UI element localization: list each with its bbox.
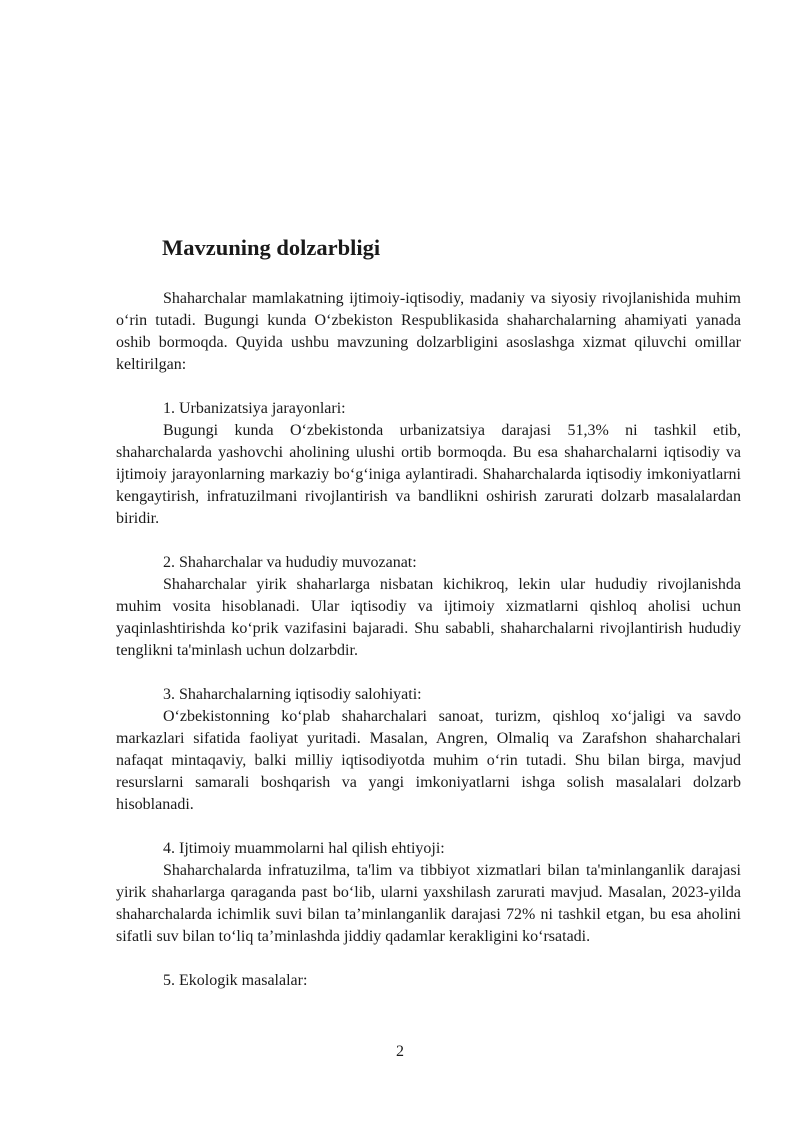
list-item-heading: 4. Ijtimoiy muammolarni hal qilish ehtiyoji: [163, 840, 445, 857]
list-item-body: Oʻzbekistonning koʻplab shaharchalari sanoat, turizm, qishloq xoʻjaligi va savdo markazlari sifatida faoliyat yuritadi. Masalan, Angren, Olmaliq va Zarafshon shaharchalari nafaqat mintaqaviy, balki milliy iqtisodiyotda muhim oʻrin tutadi. Shu bilan birga, mavjud resurslarni samarali boshqarish va yangi imkoniyatlarni ishga solish masalalari dolzarb hisoblanadi. [116, 708, 741, 813]
list-item-urbanization [116, 398, 741, 530]
list-item-body: Shaharchalarda infratuzilma, ta'lim va tibbiyot xizmatlari bilan ta'minlanganlik darajasi yirik shaharlarga qaraganda past boʻlib, ularni yaxshilash zarurati mavjud. Masalan, 2023-yilda shaharchalarda ichimlik suvi bilan ta’minlanganlik darajasi 72% ni tashkil etgan, bu esa aholini sifatli suv bilan toʻliq ta’minlashda jiddiy qadamlar kerakligini koʻrsatadi. [116, 862, 741, 945]
list-item-heading: 3. Shaharchalarning iqtisodiy salohiyati: [163, 686, 422, 703]
list-item-heading: 1. Urbanizatsiya jarayonlari: [163, 400, 346, 417]
list-item-heading: 2. Shaharchalar va hududiy muvozanat: [163, 554, 417, 571]
list-item-body: Bugungi kunda Oʻzbekistonda urbanizatsiya darajasi 51,3% ni tashkil etib, shaharchalarda yashovchi aholining ulushi ortib bormoqda. Bu esa shaharchalarni iqtisodiy va ijtimoiy jarayonlarning markaziy boʻgʻiniga aylantiradi. Shaharchalarda iqtisodiy imkoniyatlarni kengaytirish, infratuzilmani rivojlantirish va bandlikni oshirish zarurati dolzarb masalalardan biridir. [116, 422, 741, 527]
section-title: Mavzuning dolzarbligi [162, 235, 381, 260]
list-item-social-problems [116, 838, 741, 948]
list-item-body: Shaharchalar yirik shaharlarga nisbatan kichikroq, lekin ular hududiy rivojlanishda muhim vosita hisoblanadi. Ular iqtisodiy va ijtimoiy xizmatlarni qishloq aholisi uchun yaqinlashtirishda koʻprik vazifasini bajaradi. Shu sababli, shaharchalarni rivojlantirish hududiy tenglikni ta'minlash uchun dolzarbdir. [116, 576, 741, 659]
document-body [116, 288, 741, 992]
list-item-regional-balance [116, 552, 741, 662]
page-number: 2 [396, 1043, 404, 1060]
list-item-heading: 5. Ekologik masalalar: [163, 972, 308, 989]
list-item-ecological-issues [116, 970, 741, 992]
intro-paragraph: Shaharchalar mamlakatning ijtimoiy-iqtisodiy, madaniy va siyosiy rivojlanishida muhim oʻrin tutadi. Bugungi kunda Oʻzbekiston Respublikasida shaharchalarning ahamiyati yanada oshib bormoqda. Quyida ushbu mavzuning dolzarbligini asoslashga xizmat qiluvchi omillar keltirilgan: [116, 290, 741, 373]
list-item-economic-potential [116, 684, 741, 816]
